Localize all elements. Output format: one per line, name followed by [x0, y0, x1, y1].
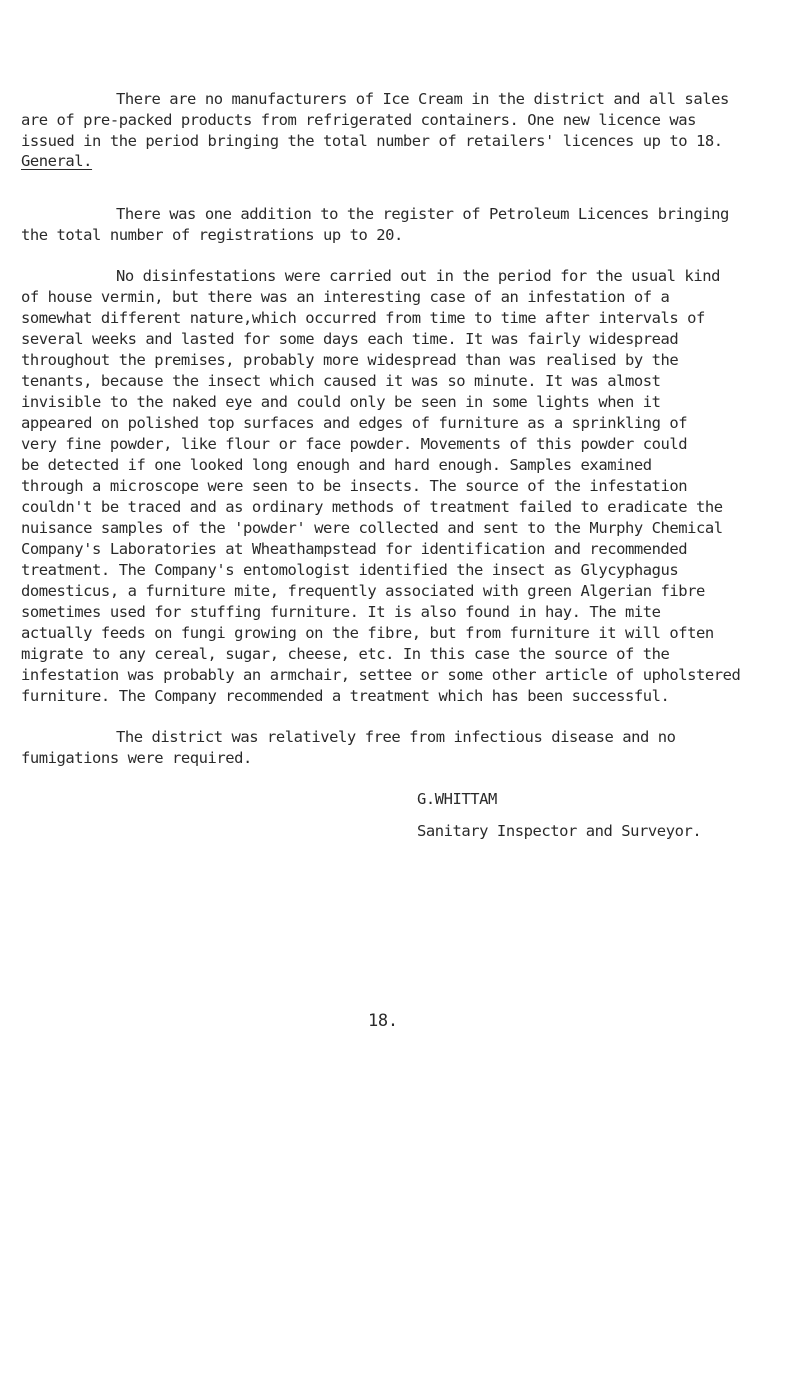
intro-line-3: issued in the period bringing the total number of retailers' licences up to 18.	[21, 132, 723, 150]
disinfestation-line-10: be detected if one looked long enough and hard enough. Samples examined	[21, 456, 652, 474]
disinfestation-line-4: several weeks and lasted for some days each time. It was fairly widespread	[21, 330, 679, 348]
infectious-line-1: The district was relatively free from infectious disease and no	[116, 728, 676, 746]
disinfestation-line-9: very fine powder, like flour or face powder. Movements of this powder could	[21, 435, 688, 453]
disinfestation-line-18: actually feeds on fungi growing on the fibre, but from furniture it will often	[21, 624, 714, 642]
signature-name: G.WHITTAM	[417, 790, 497, 808]
disinfestation-line-21: furniture. The Company recommended a treatment which has been successful.	[21, 687, 670, 705]
intro-line-2: are of pre-packed products from refrigerated containers. One new licence was	[21, 111, 697, 129]
disinfestation-line-6: tenants, because the insect which caused it was so minute. It was almost	[21, 372, 661, 390]
disinfestation-line-1: No disinfestations were carried out in the period for the usual kind	[116, 267, 720, 285]
disinfestation-line-3: somewhat different nature,which occurred from time to time after intervals of	[21, 309, 705, 327]
disinfestation-line-13: nuisance samples of the 'powder' were collected and sent to the Murphy Chemical	[21, 519, 723, 537]
signature-title: Sanitary Inspector and Surveyor.	[417, 822, 702, 840]
disinfestation-line-14: Company's Laboratories at Wheathampstead for identification and recommended	[21, 540, 688, 558]
disinfestation-line-12: couldn't be traced and as ordinary methods of treatment failed to eradicate the	[21, 498, 723, 516]
petroleum-line-2: the total number of registrations up to 20.	[21, 226, 403, 244]
disinfestation-line-17: sometimes used for stuffing furniture. It is also found in hay. The mite	[21, 603, 661, 621]
disinfestation-line-5: throughout the premises, probably more widespread than was realised by the	[21, 351, 679, 369]
disinfestation-line-19: migrate to any cereal, sugar, cheese, etc. In this case the source of the	[21, 645, 670, 663]
disinfestation-line-16: domesticus, a furniture mite, frequently associated with green Algerian fibre	[21, 582, 705, 600]
disinfestation-line-7: invisible to the naked eye and could only be seen in some lights when it	[21, 393, 661, 411]
disinfestation-line-20: infestation was probably an armchair, settee or some other article of upholstered	[21, 666, 741, 684]
petroleum-line-1: There was one addition to the register of Petroleum Licences bringing	[116, 205, 729, 223]
disinfestation-line-2: of house vermin, but there was an interesting case of an infestation of a	[21, 288, 670, 306]
section-heading-general: General.	[21, 152, 93, 170]
disinfestation-line-11: through a microscope were seen to be insects. The source of the infestation	[21, 477, 688, 495]
disinfestation-line-15: treatment. The Company's entomologist identified the insect as Glycyphagus	[21, 561, 679, 579]
intro-line-1: There are no manufacturers of Ice Cream in the district and all sales	[116, 90, 729, 108]
infectious-line-2: fumigations were required.	[21, 749, 252, 767]
disinfestation-line-8: appeared on polished top surfaces and edges of furniture as a sprinkling of	[21, 414, 688, 432]
page-number: 18.	[368, 1011, 398, 1031]
